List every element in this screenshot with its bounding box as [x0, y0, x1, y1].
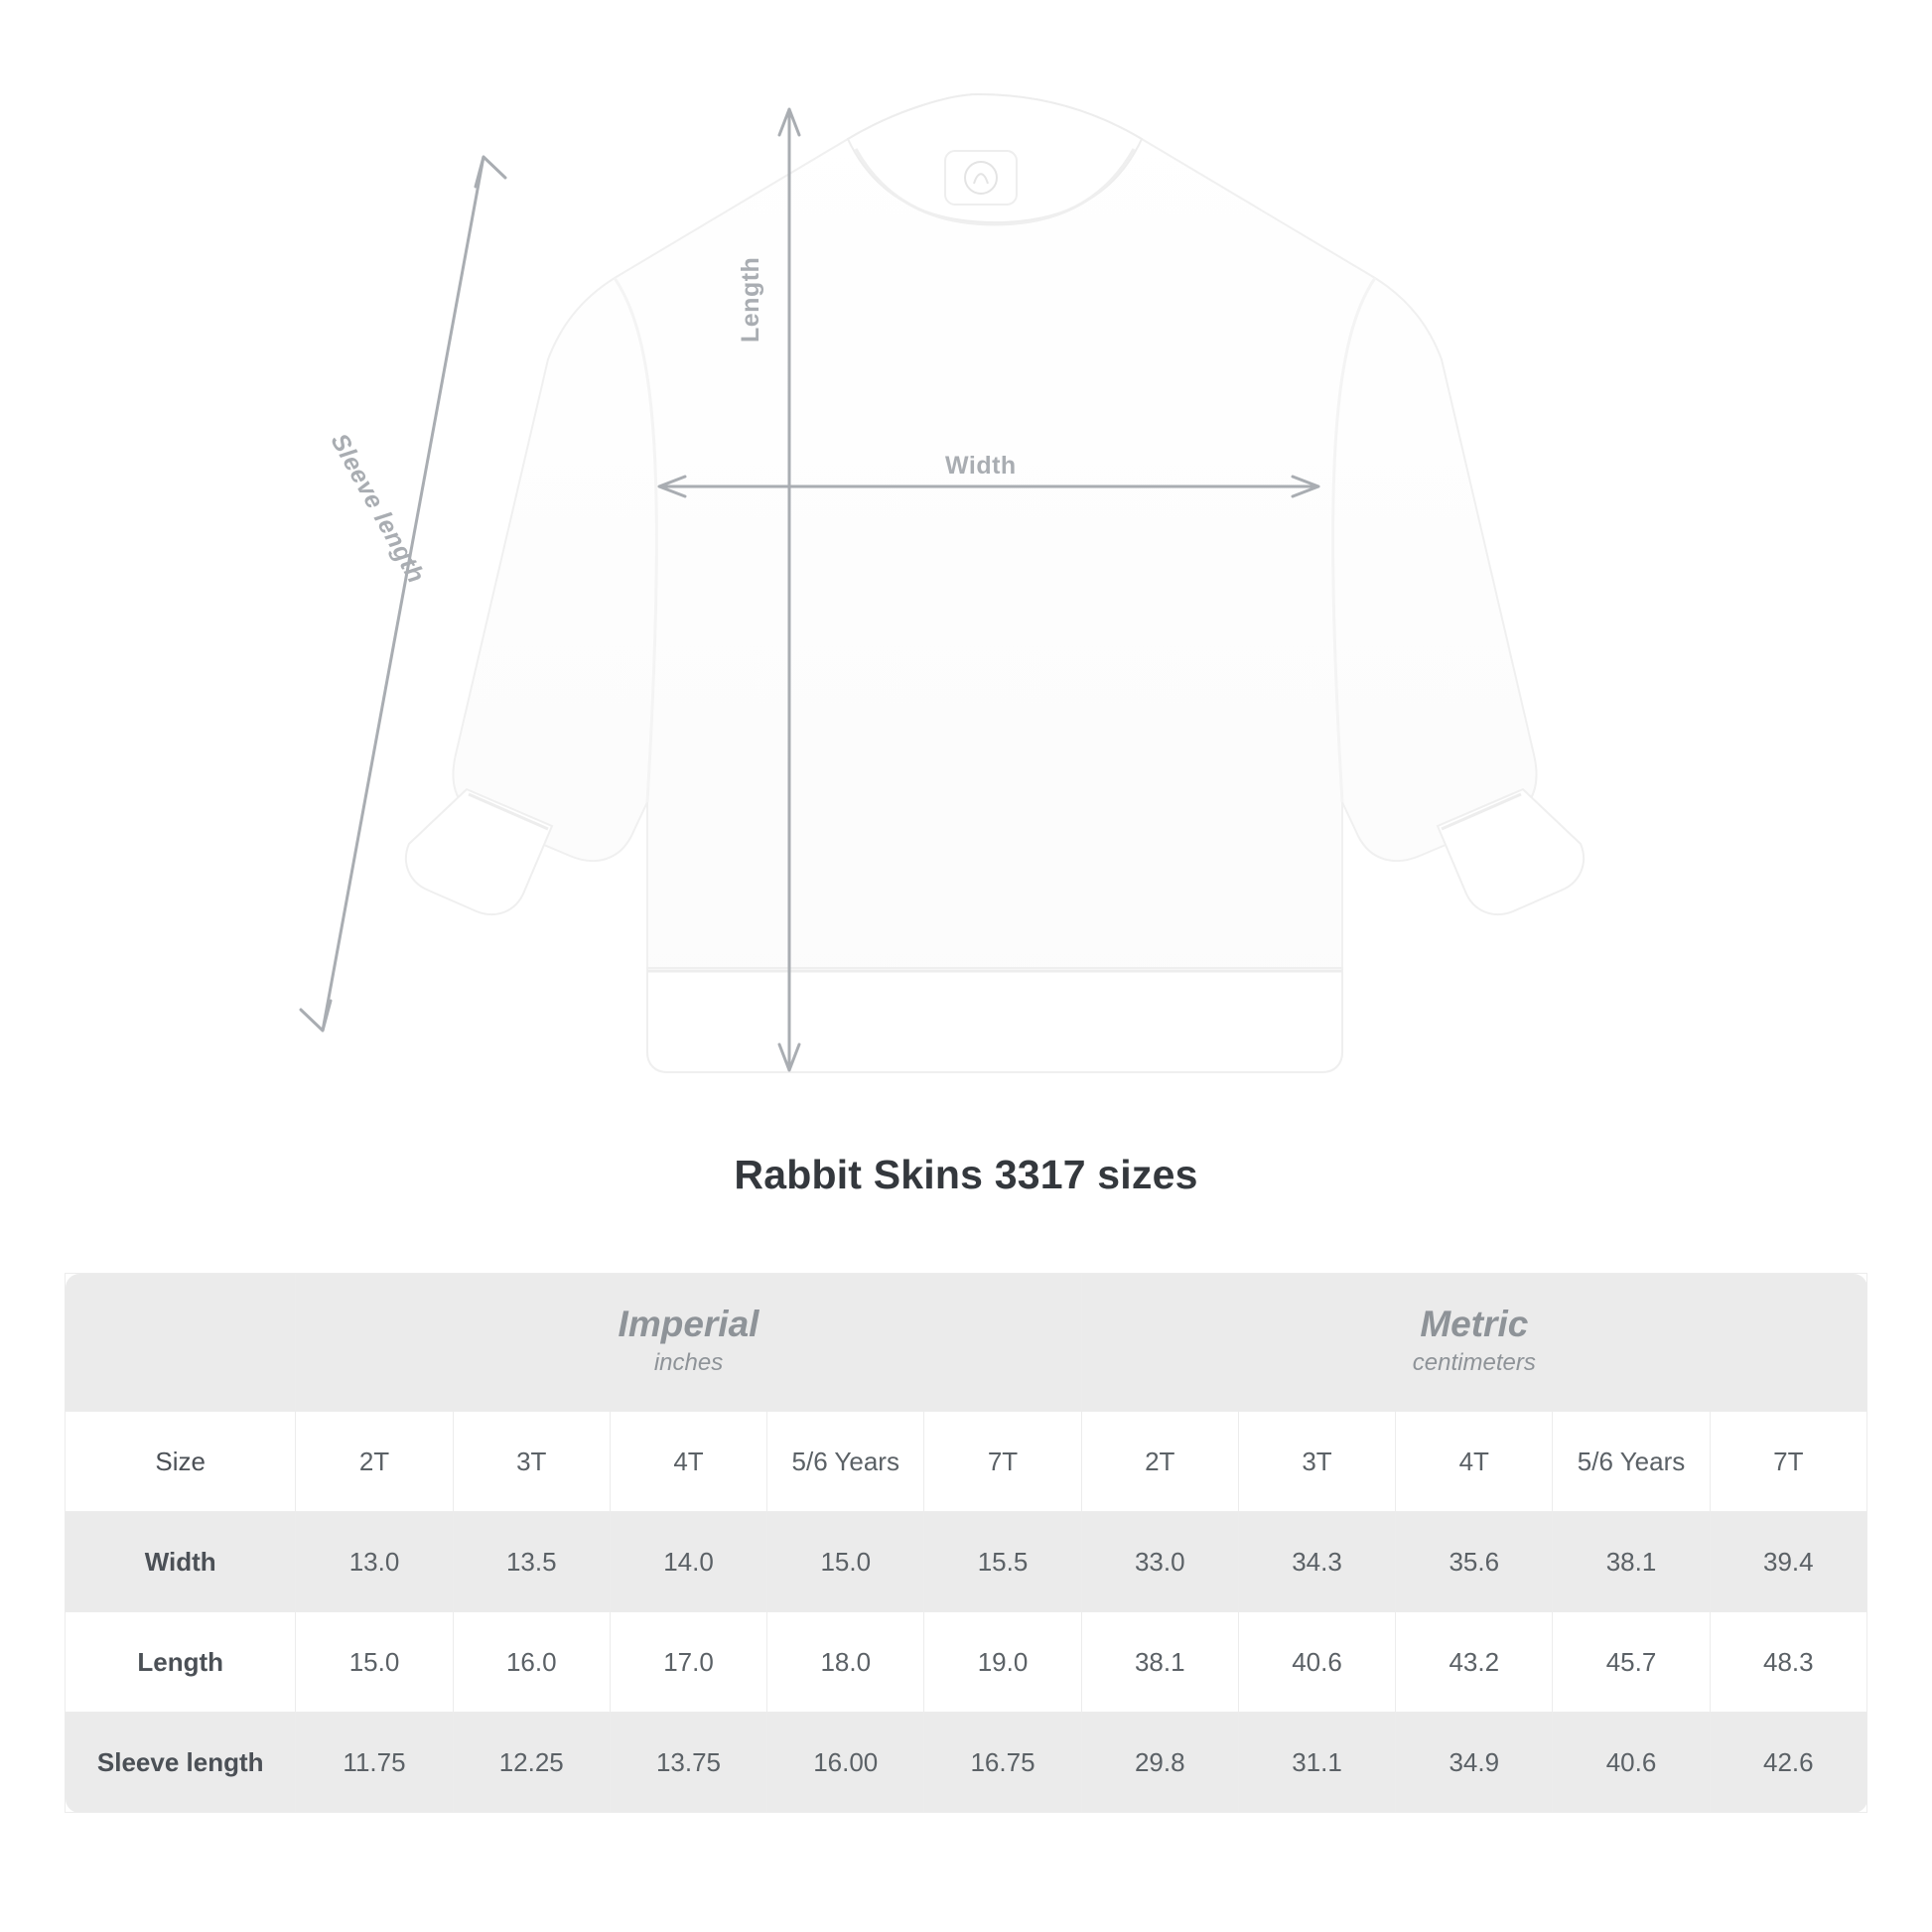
- cell-length-imperial-7t: 19.0: [924, 1612, 1081, 1713]
- size-header-metric-56y: 5/6 Years: [1553, 1412, 1710, 1512]
- size-header-metric-3t: 3T: [1238, 1412, 1395, 1512]
- length-dimension-label: Length: [737, 256, 764, 343]
- cell-length-imperial-56y: 18.0: [767, 1612, 924, 1713]
- cell-sleeve-imperial-7t: 16.75: [924, 1713, 1081, 1813]
- table-row: [66, 1612, 1867, 1713]
- metric-unit-sub: centimeters: [1412, 1349, 1536, 1377]
- size-header-imperial-3t: 3T: [453, 1412, 610, 1512]
- units-header-row: [66, 1274, 1867, 1412]
- size-table-wrapper: [65, 1273, 1867, 1813]
- cell-width-imperial-7t: 15.5: [924, 1512, 1081, 1612]
- cell-width-imperial-3t: 13.5: [453, 1512, 610, 1612]
- units-blank-cell: [66, 1274, 296, 1412]
- cell-length-metric-3t: 40.6: [1238, 1612, 1395, 1713]
- size-header-label: Size: [66, 1412, 296, 1512]
- cell-sleeve-imperial-4t: 13.75: [610, 1713, 766, 1813]
- metric-unit-name: Metric: [1420, 1303, 1529, 1344]
- row-label-width: Width: [66, 1512, 296, 1612]
- sleeve-length-dimension-label: Sleeve length: [325, 429, 431, 589]
- cell-length-metric-7t: 48.3: [1710, 1612, 1866, 1713]
- cell-width-metric-7t: 39.4: [1710, 1512, 1866, 1612]
- page-title: Rabbit Skins 3317 sizes: [734, 1152, 1198, 1197]
- cell-sleeve-metric-56y: 40.6: [1553, 1713, 1710, 1813]
- table-row: [66, 1713, 1867, 1813]
- size-header-imperial-4t: 4T: [610, 1412, 766, 1512]
- size-header-metric-4t: 4T: [1396, 1412, 1553, 1512]
- size-header-imperial-7t: 7T: [924, 1412, 1081, 1512]
- cell-width-metric-4t: 35.6: [1396, 1512, 1553, 1612]
- cell-width-imperial-2t: 13.0: [296, 1512, 453, 1612]
- width-dimension-label: Width: [945, 452, 1017, 480]
- cell-sleeve-metric-3t: 31.1: [1238, 1713, 1395, 1813]
- cell-length-imperial-2t: 15.0: [296, 1612, 453, 1713]
- row-label-sleeve-length: Sleeve length: [66, 1713, 296, 1813]
- cell-sleeve-metric-7t: 42.6: [1710, 1713, 1866, 1813]
- cell-length-metric-4t: 43.2: [1396, 1612, 1553, 1713]
- size-header-metric-2t: 2T: [1081, 1412, 1238, 1512]
- cell-sleeve-imperial-2t: 11.75: [296, 1713, 453, 1813]
- size-header-imperial-56y: 5/6 Years: [767, 1412, 924, 1512]
- cell-sleeve-metric-2t: 29.8: [1081, 1713, 1238, 1813]
- size-table: [65, 1273, 1867, 1813]
- imperial-unit-name: Imperial: [618, 1303, 759, 1344]
- cell-length-imperial-3t: 16.0: [453, 1612, 610, 1713]
- metric-unit-header: [1081, 1274, 1866, 1412]
- row-label-length: Length: [66, 1612, 296, 1713]
- cell-width-metric-3t: 34.3: [1238, 1512, 1395, 1612]
- cell-width-metric-56y: 38.1: [1553, 1512, 1710, 1612]
- table-row: [66, 1512, 1867, 1612]
- size-header-imperial-2t: 2T: [296, 1412, 453, 1512]
- cell-width-metric-2t: 33.0: [1081, 1512, 1238, 1612]
- cell-length-imperial-4t: 17.0: [610, 1612, 766, 1713]
- size-header-row: [66, 1412, 1867, 1512]
- cell-sleeve-imperial-56y: 16.00: [767, 1713, 924, 1813]
- imperial-unit-header: [296, 1274, 1081, 1412]
- cell-width-imperial-4t: 14.0: [610, 1512, 766, 1612]
- cell-sleeve-imperial-3t: 12.25: [453, 1713, 610, 1813]
- size-header-metric-7t: 7T: [1710, 1412, 1866, 1512]
- cell-length-metric-2t: 38.1: [1081, 1612, 1238, 1713]
- cell-width-imperial-56y: 15.0: [767, 1512, 924, 1612]
- imperial-unit-sub: inches: [653, 1349, 724, 1377]
- cell-length-metric-56y: 45.7: [1553, 1612, 1710, 1713]
- cell-sleeve-metric-4t: 34.9: [1396, 1713, 1553, 1813]
